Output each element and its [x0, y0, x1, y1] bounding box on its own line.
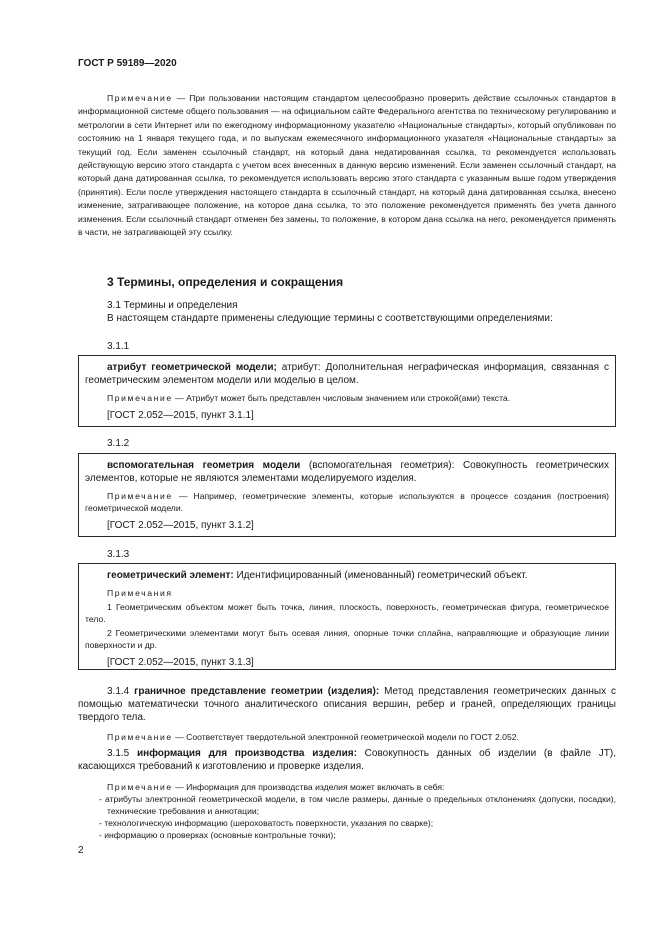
term-definition: вспомогательная геометрия модели (вспомогательная геометрия): Совокупность геометрических элементов, которые не являются элементами моделируемого изделия. — [85, 460, 609, 484]
subsection-title: 3.1 Термины и определения — [107, 300, 238, 311]
term-note-item: 1 Геометрическим объектом может быть точка, линия, плоскость, поверхность, геометрическая фигура, геометрическое тело. — [85, 602, 609, 624]
term-number: 3.1.2 — [107, 438, 130, 449]
term-source: [ГОСТ 2.052—2015, пункт 3.1.2] — [107, 520, 254, 531]
term-box — [78, 563, 616, 670]
term-note: Примечание — Соответствует твердотельной электронной геометрической модели по ГОСТ 2.052. — [107, 732, 519, 742]
term-source: [ГОСТ 2.052—2015, пункт 3.1.1] — [107, 410, 254, 421]
term-name: граничное представление геометрии (изделия): — [134, 686, 380, 697]
section-title: 3 Термины, определения и сокращения — [107, 275, 344, 289]
list-item: - технологическую информацию (шероховатость поверхности, указания по сварке); — [99, 818, 434, 828]
note-text: При пользовании настоящим стандартом целесообразно проверить действие ссылочных стандартов в информационной системе общего пользования — на официальном сайте Федерального агентства по техническому регулированию и метрологии в сети Интернет или по ежегодному информационному указателю «Национальные стандарты», который опубликован по состоянию на 1 января текущего года, и по выпускам ежемесячного информационного указателя «Национальные стандарты» за текущий год. Если заменен ссылочный стандарт, на который дана недатированная ссылка, то рекомендуется использовать действующую версию этого стандарта с учетом всех внесенных в данную версию изменений. Если заменен ссылочный стандарт, на который дана датированная ссылка, то рекомендуется использовать версию этого стандарта с указанным выше годом утверждения (принятия). Если после утверждения настоящего стандарта в ссылочный стандарт, на который дана датированная ссылка, внесено изменение, затрагивающее положение, на которое дана ссылка, то это положение рекомендуется применять без учета данного изменения. Если ссылочный стандарт отменен без замены, то положение, в котором дана ссылка на него, рекомендуется применять в части, не затрагивающей эту ссылку. — [78, 93, 617, 238]
document-id: ГОСТ Р 59189—2020 — [78, 58, 177, 69]
term-name: вспомогательная геометрия модели — [107, 460, 301, 471]
term-note: Примечание — Например, геометрические элементы, которые используются в процессе создания (построения) геометрической модели. — [85, 491, 609, 513]
intro-note-paragraph — [78, 92, 616, 239]
page-number: 2 — [78, 845, 84, 856]
term-note: Примечание — Информация для производства изделия может включать в себя: — [107, 782, 445, 792]
intro-note — [78, 92, 616, 239]
term-definition: геометрический элемент: Идентифицированный (именованный) геометрический объект. — [107, 570, 528, 581]
term-box — [78, 355, 616, 427]
subsection-intro: В настоящем стандарте применены следующие термины с соответствующими определениями: — [107, 313, 553, 324]
list-item: - информацию о проверках (основные контрольные точки); — [99, 830, 336, 840]
term-name: геометрический элемент: — [107, 570, 234, 581]
note-dash: — — [172, 93, 190, 103]
term-definition: 3.1.4 граничное представление геометрии (изделия): Метод представления геометрических данных с помощью математически точного аналитического описания вершин, ребер и граней, определяющих границы твердого тела. — [78, 686, 616, 723]
term-definition: атрибут геометрической модели; атрибут: Дополнительная неграфическая информация, связанная с геометрическим элементом модели или моделью в целом. — [85, 362, 609, 386]
term-3-1-5 — [78, 747, 616, 841]
term-number: 3.1.1 — [107, 341, 130, 352]
term-note: Примечание — Атрибут может быть представлен числовым значением или строкой(ами) текста. — [107, 393, 511, 403]
term-source: [ГОСТ 2.052—2015, пункт 3.1.3] — [107, 657, 254, 668]
term-3-1-4 — [78, 685, 616, 743]
term-name: информация для производства изделия: — [137, 748, 357, 759]
term-box — [78, 453, 616, 537]
note-label: Примечание — [107, 93, 173, 103]
term-number: 3.1.3 — [107, 549, 130, 560]
term-definition: 3.1.5 информация для производства изделия: Совокупность данных об изделии (в файле JT), касающихся требований к изготовлению и проверке изделия. — [78, 748, 617, 772]
term-note-item: 2 Геометрическими элементами могут быть осевая линия, опорные точки сплайна, направляющие и образующие линии поверхности и др. — [85, 628, 609, 650]
term-name: атрибут геометрической модели; — [107, 362, 277, 373]
list-item: - атрибуты электронной геометрической модели, в том числе размеры, данные о предельных отклонениях (допуски, посадки), технические требования и аннотации; — [99, 794, 616, 816]
term-notes-label: Примечания — [107, 588, 173, 598]
